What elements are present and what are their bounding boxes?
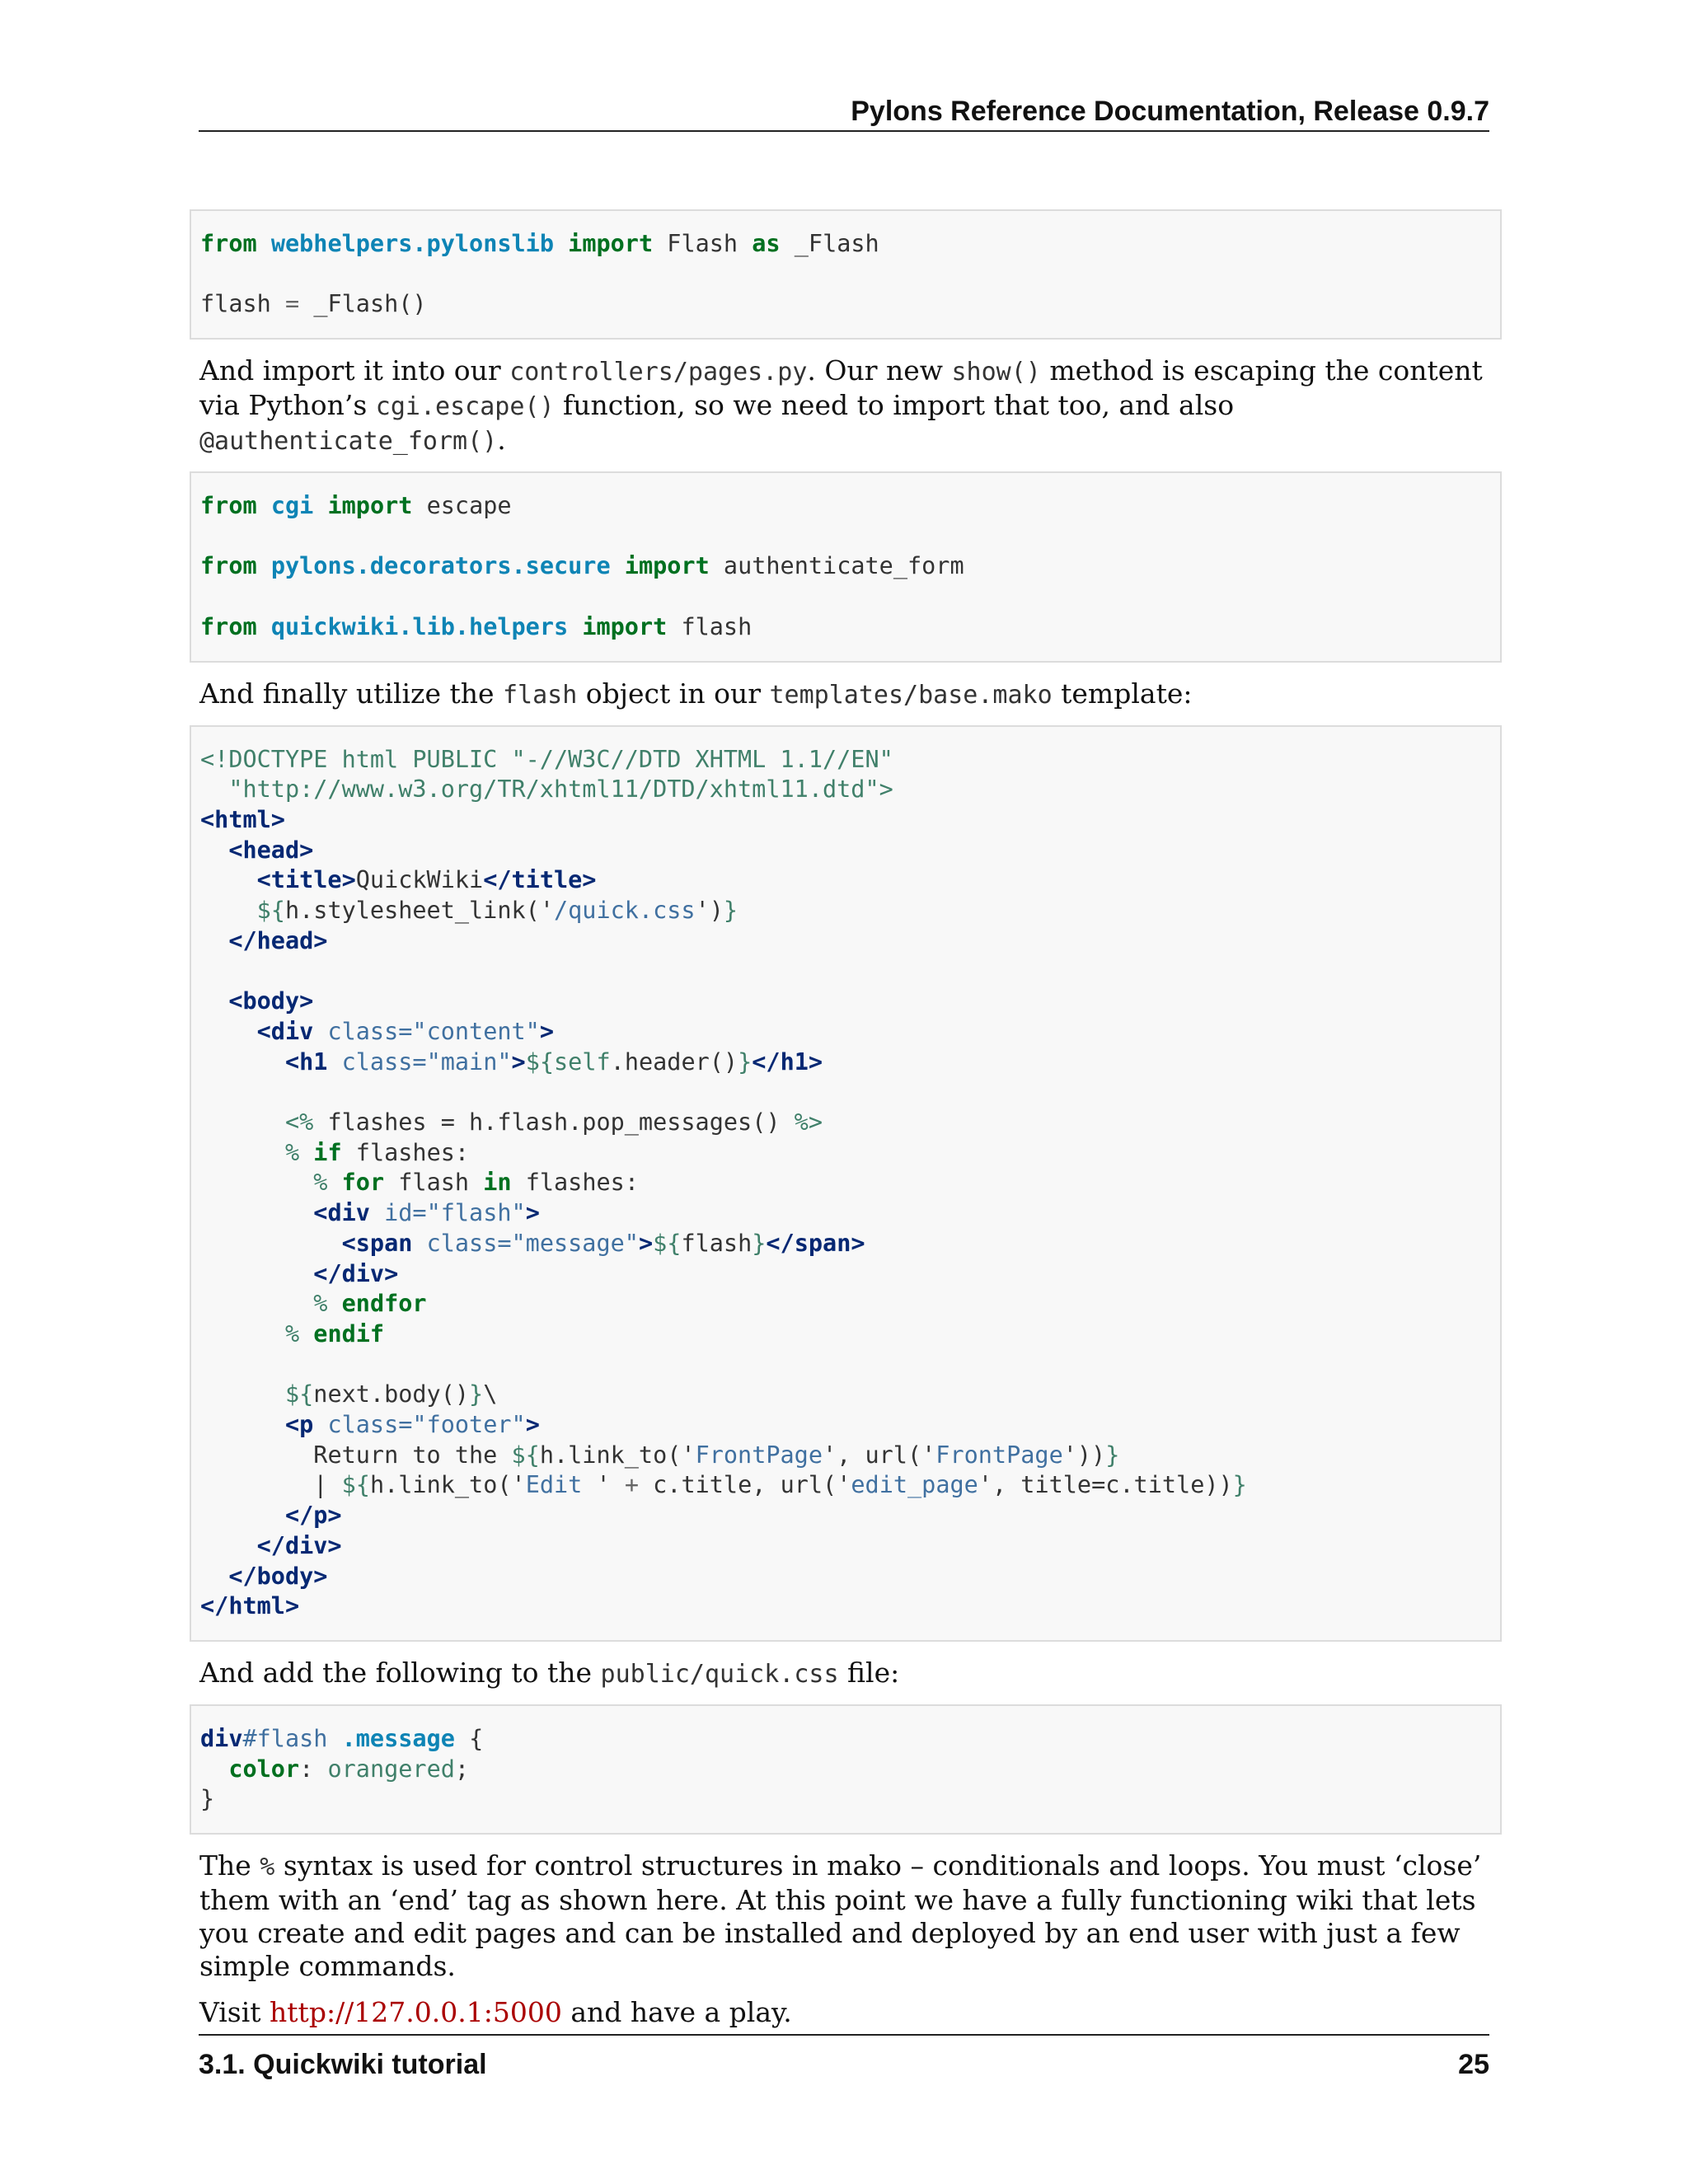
html-tag: </div> [313, 1259, 399, 1287]
header-title: Pylons Reference Documentation, Release 0.9.7 [851, 96, 1489, 127]
text: The [199, 1849, 260, 1882]
code-line [200, 1380, 1492, 1410]
string: FrontPage [695, 1441, 823, 1469]
template-delim: } [1105, 1441, 1120, 1469]
css-property: color [228, 1755, 300, 1783]
html-tag: <div [313, 1199, 370, 1227]
html-tag: </h1> [752, 1047, 823, 1076]
attribute: class= [426, 1229, 512, 1257]
code-line [200, 1501, 1492, 1531]
template-delim: % [284, 1138, 300, 1166]
code-line [200, 1755, 1492, 1785]
code-text: _Flash() [313, 290, 427, 318]
inline-code: % [260, 1853, 275, 1882]
code-line [200, 836, 1492, 866]
code-text: flashes: [341, 1138, 470, 1166]
text: Visit [199, 1996, 270, 2029]
code-text: flash [200, 290, 271, 318]
operator: = [284, 290, 300, 318]
css-value: orangered [327, 1755, 455, 1783]
template-delim: } [469, 1380, 484, 1408]
code-line-blank [200, 522, 1492, 552]
code-line [200, 926, 1492, 957]
code-text: \ [483, 1380, 498, 1408]
template-delim: %> [794, 1108, 823, 1136]
html-tag: <body> [228, 987, 314, 1015]
module-name: cgi [270, 492, 314, 520]
code-line-blank [200, 957, 1492, 987]
footer-section-title: 3.1. Quickwiki tutorial [199, 2049, 487, 2080]
code-text: h.link_to(' [539, 1441, 696, 1469]
code-text: flashes: [511, 1169, 639, 1197]
code-text: h.stylesheet_link(' [284, 897, 554, 925]
html-tag: </body> [228, 1562, 328, 1590]
string: "flash" [426, 1199, 526, 1227]
template-delim: ${ [525, 1047, 555, 1076]
html-tag: > [638, 1229, 654, 1257]
template-delim: ${ [256, 897, 285, 925]
code-line-blank [200, 260, 1492, 290]
code-text: flashes = h.flash.pop_messages() [313, 1108, 795, 1136]
template-delim: } [723, 897, 738, 925]
code-line [200, 1289, 1492, 1319]
attribute: class= [341, 1047, 427, 1076]
page-number: 25 [1458, 2049, 1489, 2080]
paragraph-quick-css [190, 1657, 1502, 1691]
code-text: flash [681, 1229, 753, 1257]
string: /quick.css [553, 897, 696, 925]
localhost-link[interactable]: http://127.0.0.1:5000 [270, 1996, 562, 2029]
text: . Our new [807, 354, 952, 387]
paragraph-control-structures [190, 1849, 1502, 1983]
template-delim: ${ [284, 1380, 314, 1408]
html-tag: </p> [284, 1502, 342, 1530]
text: method is escaping the content via Python’s [199, 354, 1483, 422]
html-tag: <div [256, 1017, 314, 1045]
keyword: from [200, 612, 257, 640]
code-line [200, 1108, 1492, 1138]
string: FrontPage [935, 1441, 1063, 1469]
code-line [200, 1259, 1492, 1290]
code-block-quick-css [190, 1704, 1502, 1835]
template-delim: } [738, 1047, 753, 1076]
keyword: for [341, 1169, 385, 1197]
paragraph-visit [190, 1996, 1502, 2029]
keyword: as [752, 230, 781, 257]
text: and have a play. [561, 1996, 792, 2029]
css-selector: div [200, 1724, 243, 1752]
html-tag: </div> [256, 1531, 342, 1559]
string: "content" [412, 1017, 540, 1045]
code-line [200, 1017, 1492, 1047]
doctype: "http://www.w3.org/TR/xhtml11/DTD/xhtml11.dtd"> [200, 776, 893, 804]
keyword: in [483, 1169, 512, 1197]
html-tag: </title> [483, 866, 597, 894]
paragraph-utilize-flash [190, 677, 1502, 712]
template-var: self [554, 1047, 611, 1076]
code-line-blank [200, 582, 1492, 612]
running-footer [199, 2034, 1489, 2083]
module-name: pylons.decorators.secure [270, 552, 611, 580]
keyword: from [200, 552, 257, 580]
code-text: ') [695, 897, 724, 925]
code-line [200, 1229, 1492, 1259]
running-header [199, 92, 1489, 132]
code-text: h.link_to(' [369, 1471, 526, 1499]
text: syntax is used for control structures in mako – conditionals and loops. You must ‘close’ them with an ‘end’ tag as shown here. At this point we have a fully functioning wiki that lets you create and edit pages and can be installed and deployed by an end user with just a few simple commands. [199, 1849, 1482, 1983]
code-text: authenticate_form [723, 552, 964, 580]
code-block-flash-import [190, 209, 1502, 340]
paragraph-import-pages [190, 354, 1502, 458]
html-tag: </head> [228, 926, 328, 954]
text: template: [1052, 677, 1193, 710]
html-tag: </html> [200, 1592, 300, 1620]
code-line [200, 551, 1492, 582]
code-block-controller-imports [190, 471, 1502, 662]
attribute: class= [327, 1017, 413, 1045]
html-tag: <title> [256, 866, 356, 894]
html-tag: <head> [228, 836, 314, 864]
code-text: } [200, 1785, 215, 1813]
keyword: from [200, 230, 257, 257]
code-line [200, 1470, 1492, 1501]
module-name: quickwiki.lib.helpers [270, 612, 569, 640]
text: . [497, 424, 506, 457]
string: "message" [511, 1229, 639, 1257]
code-text: Return to the [313, 1441, 512, 1469]
keyword: import [582, 612, 668, 640]
code-text: _Flash [794, 230, 879, 257]
code-text: ', url(' [823, 1441, 936, 1469]
inline-code: templates/base.mako [769, 680, 1053, 710]
template-delim: <% [284, 1108, 314, 1136]
html-tag: <html> [200, 805, 285, 833]
operator: + [624, 1471, 639, 1499]
code-text: ' [596, 1471, 625, 1499]
code-line [200, 1047, 1492, 1078]
inline-code: @authenticate_form() [199, 427, 498, 457]
text: And import it into our [199, 354, 510, 387]
template-delim: % [313, 1290, 328, 1318]
code-line [200, 229, 1492, 260]
text: object in our [577, 677, 770, 710]
inline-code: cgi.escape() [375, 392, 555, 422]
code-line [200, 612, 1492, 643]
keyword: from [200, 492, 257, 520]
code-line-blank [200, 1350, 1492, 1380]
html-tag: > [525, 1199, 540, 1227]
code-text: .header() [610, 1047, 738, 1076]
code-line [200, 805, 1492, 836]
code-line [200, 1319, 1492, 1350]
code-text: flash [384, 1169, 484, 1197]
code-line [200, 1562, 1492, 1592]
code-text: { [469, 1724, 484, 1752]
string: edit_page [851, 1471, 978, 1499]
code-line [200, 1441, 1492, 1471]
code-line [200, 745, 1492, 776]
code-line [200, 775, 1492, 805]
main-content [190, 209, 1502, 2042]
html-tag: </span> [766, 1229, 865, 1257]
inline-code: controllers/pages.py [509, 358, 808, 387]
code-line [200, 1784, 1492, 1815]
css-class: .message [341, 1724, 455, 1752]
template-delim: } [752, 1229, 767, 1257]
code-line [200, 491, 1492, 522]
code-line [200, 289, 1492, 320]
text: And add the following to the [199, 1656, 601, 1689]
code-line [200, 1198, 1492, 1229]
code-line [200, 1591, 1492, 1622]
code-block-base-mako [190, 725, 1502, 1642]
code-line-blank [200, 1077, 1492, 1108]
template-delim: % [313, 1169, 328, 1197]
inline-code: show() [951, 358, 1041, 387]
template-delim: % [284, 1319, 300, 1347]
template-delim: } [1232, 1471, 1247, 1499]
template-delim: ${ [341, 1471, 370, 1499]
code-text: ; [454, 1755, 470, 1783]
keyword: import [624, 552, 710, 580]
code-line [200, 1138, 1492, 1169]
inline-code: flash [503, 680, 578, 710]
keyword: endfor [341, 1290, 427, 1318]
code-text: next.body() [313, 1380, 470, 1408]
string: "main" [426, 1047, 512, 1076]
html-tag: > [539, 1017, 555, 1045]
text: And finally utilize the [199, 677, 503, 710]
text: file: [838, 1656, 900, 1689]
code-text: ', title=c.title)) [978, 1471, 1233, 1499]
attribute: class= [327, 1411, 413, 1438]
keyword: import [568, 230, 654, 257]
attribute: id= [384, 1199, 427, 1227]
code-line [200, 1531, 1492, 1562]
string: Edit [525, 1471, 597, 1499]
code-line [200, 896, 1492, 926]
text: function, so we need to import that too, and also [554, 389, 1235, 422]
html-tag: > [525, 1411, 540, 1438]
html-tag: <h1 [284, 1047, 328, 1076]
code-text: escape [426, 492, 512, 520]
inline-code: public/quick.css [600, 1659, 839, 1689]
keyword: if [313, 1138, 342, 1166]
template-delim: ${ [653, 1229, 682, 1257]
code-line [200, 1168, 1492, 1198]
code-line [200, 1724, 1492, 1755]
code-text: : [299, 1755, 314, 1783]
css-id: #flash [242, 1724, 328, 1752]
module-name: webhelpers.pylonslib [270, 230, 554, 257]
keyword: endif [313, 1319, 385, 1347]
string: "footer" [412, 1411, 526, 1438]
code-text: | [313, 1471, 342, 1499]
code-text: Flash [667, 230, 738, 257]
code-line [200, 987, 1492, 1017]
code-text: QuickWiki [355, 866, 484, 894]
keyword: import [327, 492, 413, 520]
code-text: c.title, url(' [638, 1471, 851, 1499]
doctype: <!DOCTYPE html PUBLIC "-//W3C//DTD XHTML 1.1//EN" [200, 745, 893, 773]
html-tag: > [511, 1047, 526, 1076]
code-line [200, 1410, 1492, 1441]
template-delim: ${ [511, 1441, 540, 1469]
html-tag: <p [284, 1411, 314, 1438]
code-text: flash [681, 612, 753, 640]
code-line [200, 865, 1492, 896]
code-text: ')) [1062, 1441, 1106, 1469]
html-tag: <span [341, 1229, 413, 1257]
